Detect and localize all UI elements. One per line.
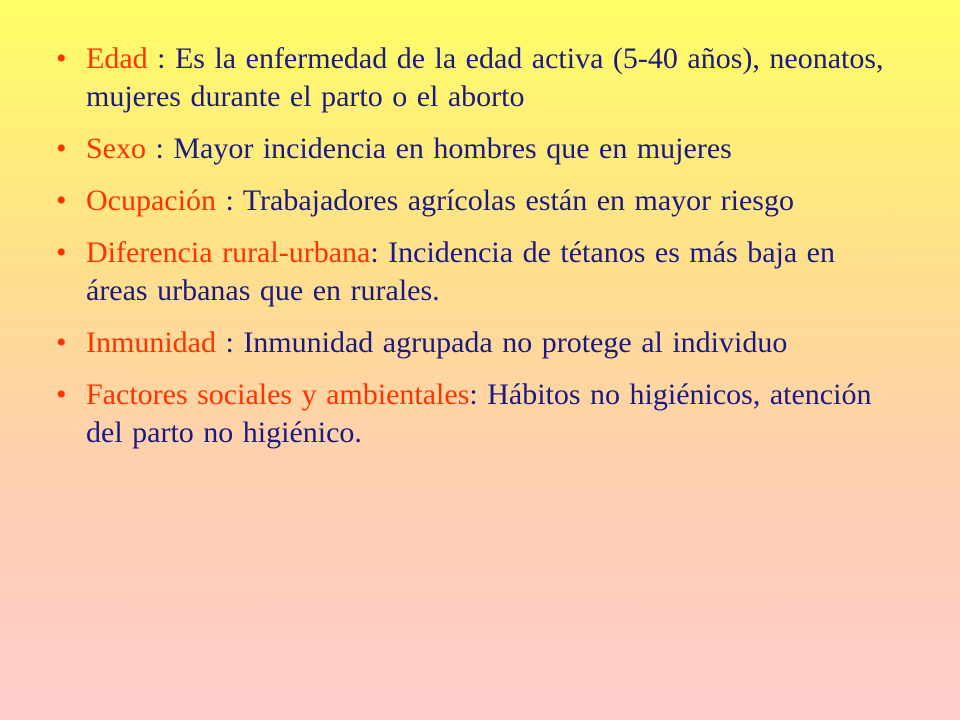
bullet-item-diferencia-rural-urbana [56, 234, 906, 310]
bullet-description: : Mayor incidencia en hombres que en mujeres [146, 132, 732, 165]
bullet-term: Inmunidad [86, 326, 216, 359]
bullet-term: Diferencia rural-urbana [86, 236, 371, 269]
bullet-item-edad [56, 40, 906, 116]
bullet-item-ocupacion [56, 182, 906, 220]
bullet-item-factores-sociales [56, 376, 906, 452]
bullet-description: : Hábitos no higiénicos, atención del parto no higiénico. [86, 378, 872, 449]
bullet-term: Factores sociales y ambientales [86, 378, 470, 411]
bullet-description: : Es la enfermedad de la edad activa (5-40 años), neonatos, mujeres durante el parto o el aborto [86, 42, 884, 113]
bullet-term: Ocupación [86, 184, 216, 217]
bullet-item-inmunidad [56, 324, 906, 362]
bullet-list [56, 40, 906, 466]
bullet-term: Edad [86, 42, 148, 75]
bullet-icon: • [56, 378, 67, 411]
bullet-description: : Incidencia de tétanos es más baja en áreas urbanas que en rurales. [86, 236, 835, 307]
bullet-icon: • [56, 132, 67, 165]
bullet-icon: • [56, 236, 67, 269]
bullet-icon: • [56, 184, 67, 217]
bullet-description: : Inmunidad agrupada no protege al individuo [215, 326, 788, 359]
bullet-icon: • [56, 326, 67, 359]
bullet-item-sexo [56, 130, 906, 168]
bullet-term: Sexo [86, 132, 146, 165]
bullet-description: : Trabajadores agrícolas están en mayor riesgo [215, 184, 794, 217]
bullet-icon: • [56, 42, 67, 75]
